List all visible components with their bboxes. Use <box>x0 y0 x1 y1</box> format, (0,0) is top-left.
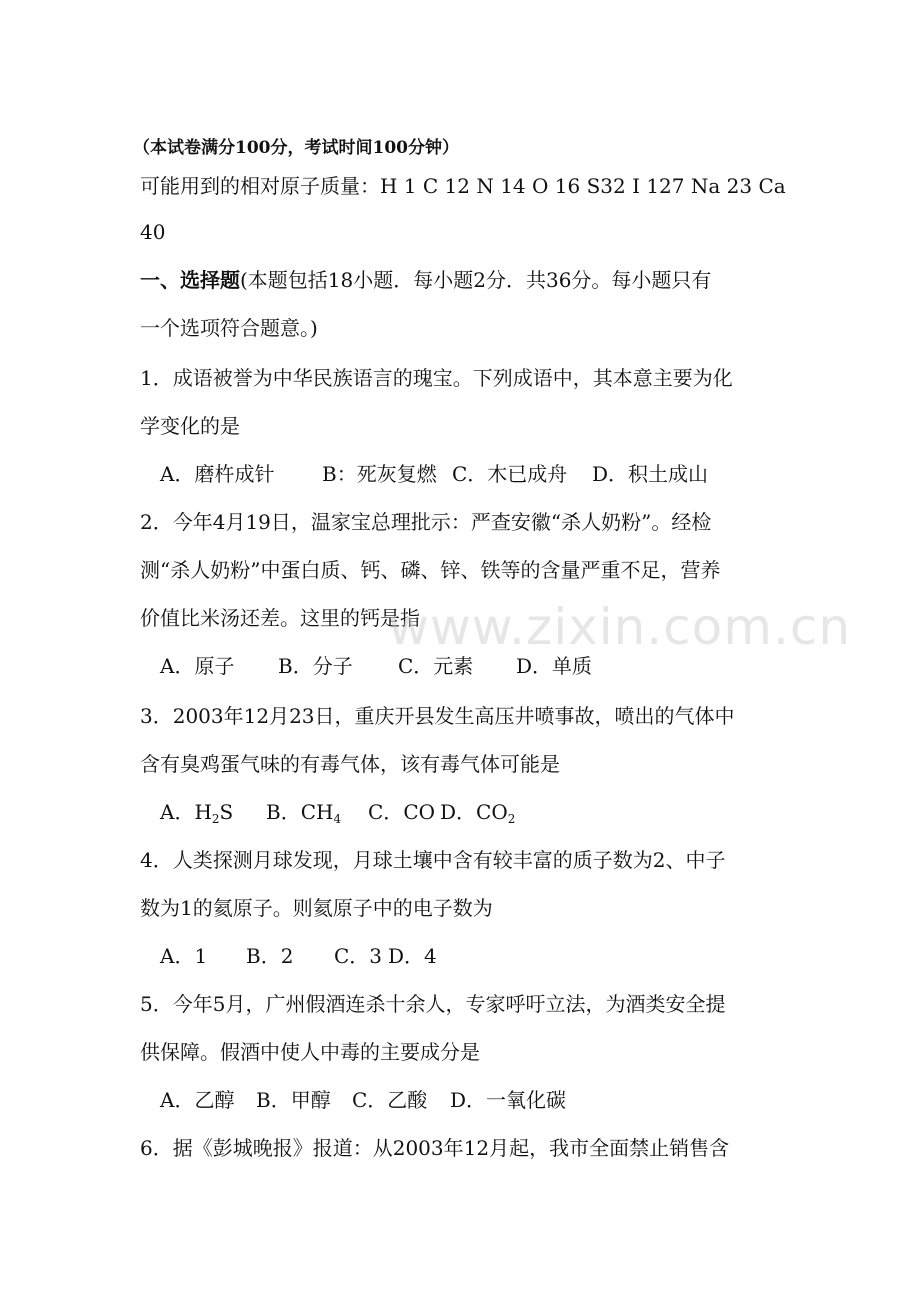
watermark: www.zixin.com.cn <box>388 598 852 656</box>
option-d[interactable]: D．单质 <box>516 654 593 678</box>
formula-base: CO <box>403 800 436 824</box>
option-b[interactable]: B．分子 <box>278 654 353 678</box>
option-a[interactable]: A．1 <box>160 944 208 968</box>
formula-base: H <box>194 800 212 824</box>
option-label: C． <box>368 800 404 824</box>
formula-subscript: 2 <box>211 812 220 826</box>
question-6-line-1: 6．据《彭城晚报》报道：从2003年12月起，我市全面禁止销售含 <box>140 1136 730 1160</box>
atomic-mass-line: 可能用到的相对原子质量：H 1 C 12 N 14 O 16 S32 I 127 Na 23 Ca <box>140 174 786 198</box>
formula-base: CO <box>476 800 508 824</box>
question-1-options <box>160 460 708 488</box>
option-d[interactable]: D．一氧化碳 <box>450 1088 567 1112</box>
question-3-line-1: 3．2003年12月23日，重庆开县发生高压井喷事故，喷出的气体中 <box>140 704 735 728</box>
option-c[interactable]: C．木已成舟 <box>452 462 568 486</box>
formula-subscript: 2 <box>507 812 516 826</box>
question-2-line-2: 测“杀人奶粉”中蛋白质、钙、磷、锌、铁等的含量严重不足，营养 <box>140 558 721 582</box>
question-1-line-1: 1．成语被誉为中华民族语言的瑰宝。下列成语中，其本意主要为化 <box>140 366 733 390</box>
option-c[interactable]: C．乙酸 <box>352 1088 428 1112</box>
option-a[interactable]: A．乙醇 <box>160 1088 235 1112</box>
atomic-mass-line-continued: 40 <box>140 220 166 244</box>
question-5-line-2: 供保障。假酒中使人中毒的主要成分是 <box>140 1040 480 1064</box>
option-label: A． <box>160 800 195 824</box>
section-description: (本题包括18小题．每小题2分．共36分。每小题只有 <box>240 268 712 292</box>
option-c[interactable]: C．元素 <box>398 654 474 678</box>
option-b[interactable]: B．甲醇 <box>256 1088 331 1112</box>
question-5-line-1: 5．今年5月，广州假酒连杀十余人，专家呼吁立法，为酒类安全提 <box>140 992 726 1016</box>
question-2-line-3: 价值比米汤还差。这里的钙是指 <box>140 606 420 630</box>
question-2-line-1: 2．今年4月19日，温家宝总理批示：严查安徽“杀人奶粉”。经检 <box>140 510 712 534</box>
formula-tail: S <box>219 800 234 824</box>
formula-base: CH <box>300 800 334 824</box>
option-b[interactable] <box>266 798 368 826</box>
option-d[interactable]: D．4 <box>388 944 437 968</box>
question-2-options <box>160 652 592 680</box>
question-1-line-2: 学变化的是 <box>140 414 240 438</box>
section-title: 一、选择题 <box>140 268 240 292</box>
question-3-line-2: 含有臭鸡蛋气味的有毒气体，该有毒气体可能是 <box>140 752 560 776</box>
option-d[interactable] <box>440 798 515 826</box>
option-label: B． <box>266 800 301 824</box>
question-4-line-1: 4．人类探测月球发现，月球土壤中含有较丰富的质子数为2、中子 <box>140 848 726 872</box>
section-heading <box>140 266 711 294</box>
option-a[interactable] <box>160 798 266 826</box>
option-a[interactable]: A．原子 <box>160 654 235 678</box>
option-b[interactable]: B：死灰复燃 <box>322 462 437 486</box>
option-c[interactable] <box>368 798 440 826</box>
option-d[interactable]: D．积土成山 <box>592 462 709 486</box>
option-c[interactable]: C．3 <box>334 944 383 968</box>
question-3-options <box>160 798 515 826</box>
question-5-options <box>160 1086 566 1114</box>
section-description-continued: 一个选项符合题意。) <box>140 316 318 340</box>
formula-subscript: 4 <box>333 812 342 826</box>
question-4-options <box>160 942 437 970</box>
option-a[interactable]: A．磨杵成针 <box>160 462 275 486</box>
option-label: D． <box>440 800 477 824</box>
exam-header-note: （本试卷满分100分，考试时间100分钟） <box>133 138 459 158</box>
option-b[interactable]: B．2 <box>246 944 294 968</box>
question-4-line-2: 数为1的氦原子。则氦原子中的电子数为 <box>140 896 493 920</box>
